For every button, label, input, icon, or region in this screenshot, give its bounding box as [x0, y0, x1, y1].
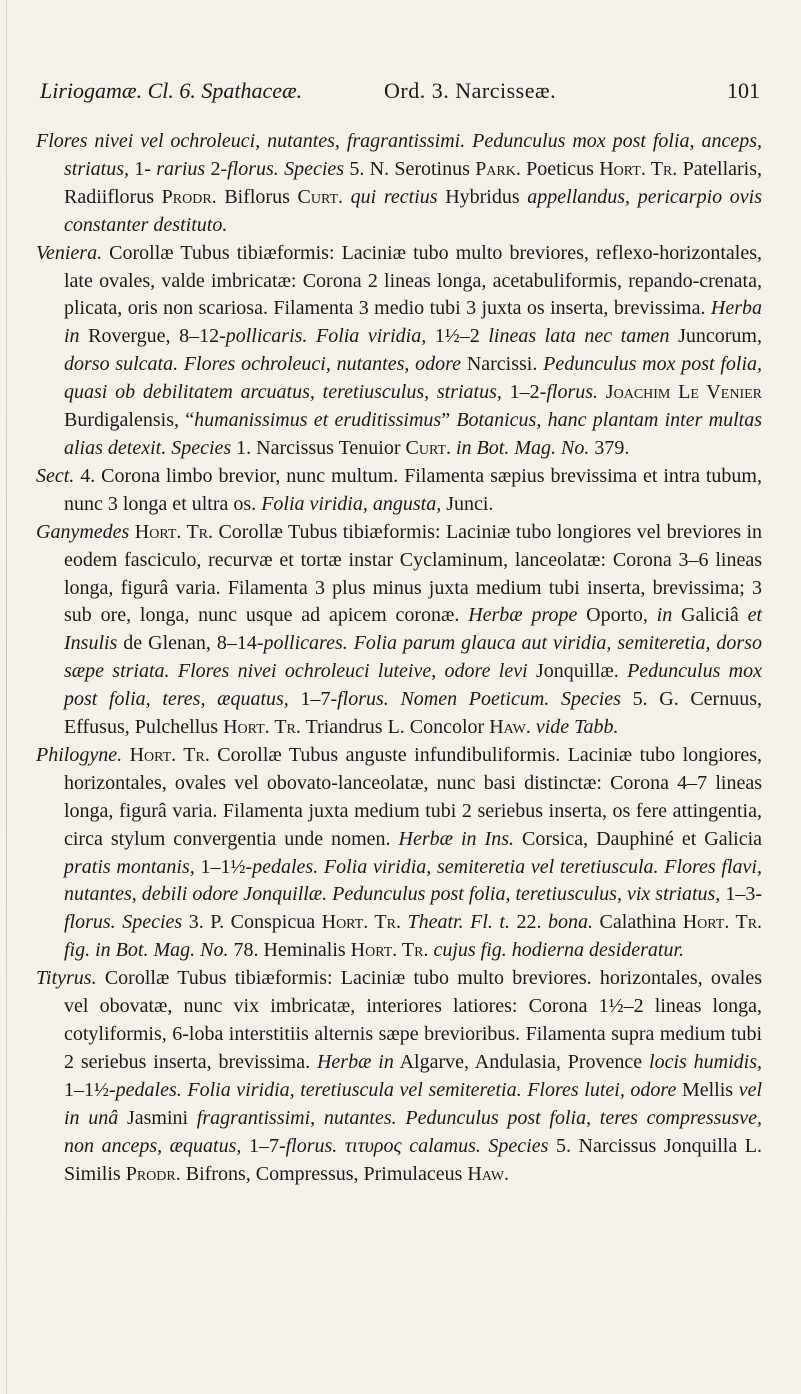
running-header — [36, 78, 776, 114]
book-page — [36, 0, 776, 1394]
paragraph-tityrus: Tityrus. Corollæ Tubus tibiæformis: Laciniæ tubo multo breviores. horizontales, ovales vel obovatæ, nunc vix imbricatæ, interiores latiores: Corona 1½–2 lineas longa, cotyliformis, 6-loba interstitiis alternis sæpe brevioribus. Filamenta supra medium tubi 2 seriebus inserta, brevissima. Herbæ in Algarve, Andulasia, Provence locis humidis, 1–1½-pedales. Folia viridia, teretiuscula vel semiteretia. Flores lutei, odore Mellis vel in unâ Jasmini fragrantissimi, nutantes. Pedunculus post folia, teres compressusve, non anceps, æquatus, 1–7-florus. τιτυρος calamus. Species 5. Narcissus Jonquilla L. Similis Prodr. Bifrons, Compressus, Primulaceus Haw. — [36, 967, 763, 1185]
paragraph-narcissus-poeticus: Flores nivei vel ochroleuci, nutantes, fragrantissimi. Pedunculus mox post folia, anceps, striatus, 1- rarius 2-florus. Species 5. N. Serotinus Park. Poeticus Hort. Tr. Patellaris, Radiiflorus Prodr. Biflorus Curt. qui rectius Hybridus appellandus, pericarpio ovis constanter destituto. — [36, 130, 763, 236]
paragraph-philogyne: Philogyne. Hort. Tr. Corollæ Tubus anguste infundibuliformis. Laciniæ tubo longiores, horizontales, ovales vel obovato-lanceolatæ, nunc basi distinctæ: Corona 4–7 lineas longa, figurâ varia. Filamenta juxta medium tubi 2 seriebus inserta, os fere attingentia, circa stylum convergentia unde nomen. Herbæ in Ins. Corsica, Dauphiné et Galicia pratis montanis, 1–1½-pedales. Folia viridia, semiteretia vel teretiuscula. Flores flavi, nutantes, debili odore Jonquillæ. Pedunculus post folia, teretiusculus, vix striatus, 1–3-florus. Species 3. P. Conspicua Hort. Tr. Theatr. Fl. t. 22. bona. Calathina Hort. Tr. fig. in Bot. Mag. No. 78. Heminalis Hort. Tr. cujus fig. hodierna desideratur. — [36, 743, 763, 962]
paragraph-section-4: Sect. 4. Corona limbo brevior, nunc multum. Filamenta sæpius brevissima et intra tubum, nunc 3 longa et ultra os. Folia viridia, angusta, Junci. — [36, 464, 762, 515]
page-gutter-shadow — [6, 0, 7, 1394]
paragraph-ganymedes: Ganymedes Hort. Tr. Corollæ Tubus tibiæformis: Laciniæ tubo longiores vel breviores in eodem fasciculo, recurvæ et tortæ instar Cyclaminum, lanceolatæ: Corona 3–6 lineas longa, figurâ varia. Filamenta 3 plus minus juxta medium tubi inserta, brevissima; 3 sub ore, longa, nunc usque ad apicem coronæ. Herbæ prope Oporto, in Galiciâ et Insulis de Glenan, 8–14-pollicares. Folia parum glauca aut viridia, semiteretia, dorso sæpe striata. Flores nivei ochroleuci luteive, odore levi Jonquillæ. Pedunculus mox post folia, teres, æquatus, 1–7-florus. Nomen Poeticum. Species 5. G. Cernuus, Effusus, Pulchellus Hort. Tr. Triandrus L. Concolor Haw. vide Tabb. — [36, 520, 763, 739]
page-body — [36, 128, 762, 1188]
page-number: 101 — [727, 78, 760, 103]
header-order-text: Ord. 3. Narcisseæ. — [384, 78, 557, 103]
header-section-title: Liriogamæ. Cl. 6. Spathaceæ. — [40, 78, 303, 103]
header-order — [384, 78, 556, 104]
paragraph-veniera: Veniera. Corollæ Tubus tibiæformis: Laciniæ tubo multo breviores, reflexo-horizontales, late ovales, valde imbricatæ: Corona 2 lineas longa, acetabuliformis, repando-crenata, plicata, oris non scariosa. Filamenta 3 medio tubi 3 juxta os inserta, brevissima. Herba in Rovergue, 8–12-pollicaris. Folia viridia, 1½–2 lineas lata nec tamen Juncorum, dorso sulcata. Flores ochroleuci, nutantes, odore Narcissi. Pedunculus mox post folia, quasi ob debilitatem arcuatus, teretiusculus, striatus, 1–2-florus. Joachim Le Venier Burdigalensis, “humanissimus et eruditissimus” Botanicus, hanc plantam inter multas alias detexit. Species 1. Narcissus Tenuior Curt. in Bot. Mag. No. 379. — [36, 241, 763, 459]
